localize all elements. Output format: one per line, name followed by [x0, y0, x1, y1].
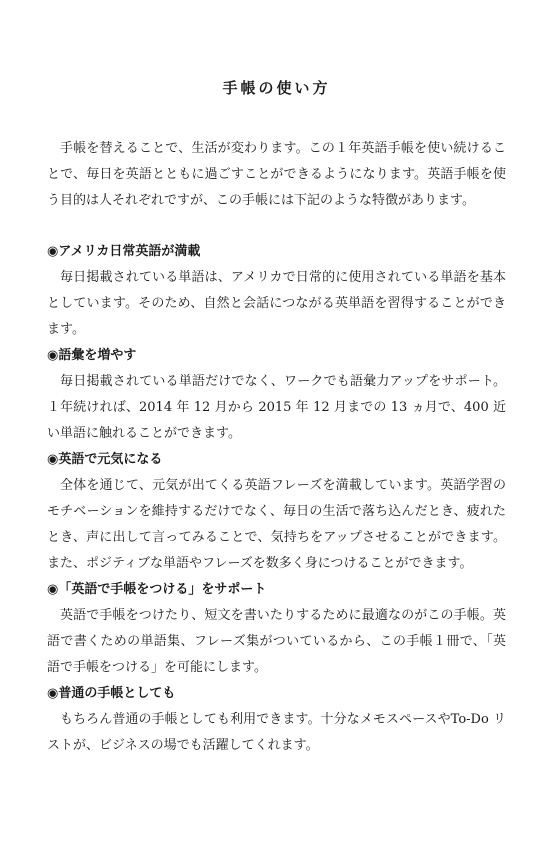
feature-sections [47, 239, 506, 759]
section-heading: ◉語彙を増やす [47, 348, 137, 363]
intro-paragraph: 手帳を替えることで、生活が変わります。この１年英語手帳を使い続けることで、毎日を英語とともに過ごすことができるようになります。英語手帳を使う目的は人それぞれですが、この手帳には下記のような特徴があります。 [47, 141, 506, 208]
section-heading: ◉普通の手帳としても [47, 686, 176, 701]
section-heading: ◉アメリカ日常英語が満載 [47, 244, 201, 259]
feature-section-diary-support [47, 577, 506, 681]
section-heading: ◉英語で元気になる [47, 452, 163, 467]
section-body: 毎日掲載されている単語だけでなく、ワークでも語彙力アップをサポート。１年続ければ、2014 年 12 月から 2015 年 12 月までの 13 ヵ月で、400 近い単語に触れることができます。 [47, 374, 506, 441]
section-body: 毎日掲載されている単語は、アメリカで日常的に使用されている単語を基本としています。そのため、自然と会話につながる英単語を習得することができます。 [47, 270, 506, 337]
section-body: もちろん普通の手帳としても利用できます。十分なメモスペースやTo-Do リストが、ビジネスの場でも活躍してくれます。 [47, 712, 506, 753]
section-heading: ◉「英語で手帳をつける」をサポート [47, 582, 267, 597]
page-title: 手帳の使い方 [222, 79, 331, 97]
feature-section-everyday-english [47, 239, 506, 343]
feature-section-vocabulary [47, 343, 506, 447]
feature-section-motivation [47, 447, 506, 577]
section-body: 英語で手帳をつけたり、短文を書いたりするために最適なのがこの手帳。英語で書くための単語集、フレーズ集がついているから、この手帳１冊で、「英語で手帳をつける」を可能にします。 [47, 608, 506, 675]
feature-section-regular-planner [47, 681, 506, 759]
section-body: 全体を通じて、元気が出てくる英語フレーズを満載しています。英語学習のモチベーションを維持するだけでなく、毎日の生活で落ち込んだとき、疲れたとき、声に出して言ってみることで、気持ちをアップさせることができます。また、ポジティブな単語やフレーズを数多く身につけることができます。 [47, 478, 506, 571]
